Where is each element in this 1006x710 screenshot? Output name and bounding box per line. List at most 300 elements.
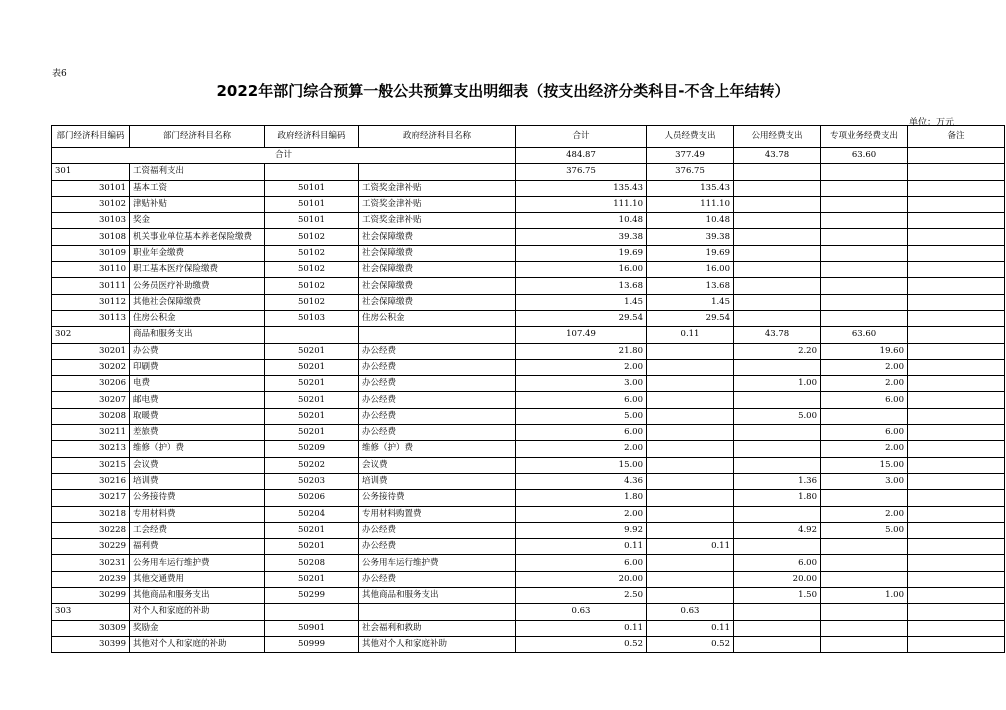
table-row [52, 490, 1005, 506]
table-row [52, 196, 1005, 212]
special-cell: 63.60 [821, 327, 908, 343]
table-row [52, 213, 1005, 229]
total-remarks [908, 148, 1005, 164]
table-row [52, 620, 1005, 636]
remarks-cell [908, 473, 1005, 489]
special-cell: 1.00 [821, 588, 908, 604]
dept-name-cell: 基本工资 [130, 180, 265, 196]
total-cell: 10.48 [516, 213, 647, 229]
special-cell: 2.00 [821, 441, 908, 457]
total-cell: 19.69 [516, 245, 647, 261]
total-row [52, 148, 1005, 164]
gov-name-cell: 其他商品和服务支出 [359, 588, 516, 604]
public-cell: 6.00 [734, 555, 821, 571]
group-row [52, 327, 1005, 343]
gov-code-cell: 50202 [265, 457, 359, 473]
gov-name-cell: 办公经费 [359, 522, 516, 538]
total-cell: 5.00 [516, 408, 647, 424]
public-cell: 1.36 [734, 473, 821, 489]
dept-code-cell: 301 [52, 164, 130, 180]
table-row [52, 278, 1005, 294]
gov-code-cell: 50201 [265, 376, 359, 392]
dept-code-cell: 30309 [52, 620, 130, 636]
gov-code-cell: 50201 [265, 425, 359, 441]
gov-name-cell: 工资奖金津补贴 [359, 213, 516, 229]
table-row [52, 636, 1005, 652]
remarks-cell [908, 278, 1005, 294]
table-row [52, 262, 1005, 278]
total-cell: 39.38 [516, 229, 647, 245]
gov-code-cell [265, 604, 359, 620]
remarks-cell [908, 636, 1005, 652]
public-cell [734, 539, 821, 555]
remarks-cell [908, 164, 1005, 180]
gov-code-cell [265, 327, 359, 343]
remarks-cell [908, 180, 1005, 196]
public-cell: 1.00 [734, 376, 821, 392]
personnel-cell: 0.63 [647, 604, 734, 620]
total-label: 合计 [52, 148, 516, 164]
gov-name-cell: 公务用车运行维护费 [359, 555, 516, 571]
gov-code-cell: 50201 [265, 571, 359, 587]
total-cell: 111.10 [516, 196, 647, 212]
remarks-cell [908, 376, 1005, 392]
total-cell: 376.75 [516, 164, 647, 180]
total-cell: 16.00 [516, 262, 647, 278]
personnel-cell: 16.00 [647, 262, 734, 278]
special-cell [821, 196, 908, 212]
total-cell: 3.00 [516, 376, 647, 392]
special-cell [821, 571, 908, 587]
special-cell [821, 164, 908, 180]
dept-name-cell: 福利费 [130, 539, 265, 555]
gov-name-cell: 公务接待费 [359, 490, 516, 506]
special-cell [821, 278, 908, 294]
dept-name-cell: 邮电费 [130, 392, 265, 408]
table-row [52, 180, 1005, 196]
public-cell [734, 294, 821, 310]
dept-code-cell: 303 [52, 604, 130, 620]
table-number: 表6 [52, 69, 67, 79]
personnel-cell: 0.11 [647, 539, 734, 555]
total-cell: 13.68 [516, 278, 647, 294]
header-dept-name: 部门经济科目名称 [130, 126, 265, 148]
personnel-cell [647, 588, 734, 604]
special-cell [821, 294, 908, 310]
personnel-cell [647, 473, 734, 489]
dept-name-cell: 会议费 [130, 457, 265, 473]
public-cell [734, 457, 821, 473]
special-cell: 6.00 [821, 425, 908, 441]
public-cell [734, 392, 821, 408]
dept-name-cell: 专用材料费 [130, 506, 265, 522]
dept-name-cell: 其他商品和服务支出 [130, 588, 265, 604]
dept-name-cell: 其他交通费用 [130, 571, 265, 587]
table-row [52, 392, 1005, 408]
remarks-cell [908, 213, 1005, 229]
dept-code-cell: 30213 [52, 441, 130, 457]
public-cell [734, 180, 821, 196]
personnel-cell [647, 425, 734, 441]
dept-name-cell: 职业年金缴费 [130, 245, 265, 261]
gov-code-cell: 50201 [265, 392, 359, 408]
gov-name-cell [359, 327, 516, 343]
gov-name-cell: 社会福利和救助 [359, 620, 516, 636]
dept-code-cell: 30111 [52, 278, 130, 294]
dept-code-cell: 30211 [52, 425, 130, 441]
gov-name-cell: 办公经费 [359, 408, 516, 424]
total-cell: 4.36 [516, 473, 647, 489]
table-row [52, 294, 1005, 310]
dept-name-cell: 其他对个人和家庭的补助 [130, 636, 265, 652]
expenditure-table [51, 125, 1005, 653]
dept-code-cell: 302 [52, 327, 130, 343]
public-cell: 4.92 [734, 522, 821, 538]
total-cell: 0.11 [516, 620, 647, 636]
gov-code-cell: 50206 [265, 490, 359, 506]
special-cell: 5.00 [821, 522, 908, 538]
total-cell: 2.00 [516, 441, 647, 457]
gov-code-cell: 50999 [265, 636, 359, 652]
total-cell: 0.63 [516, 604, 647, 620]
header-total: 合计 [516, 126, 647, 148]
dept-name-cell: 奖励金 [130, 620, 265, 636]
gov-name-cell [359, 164, 516, 180]
remarks-cell [908, 588, 1005, 604]
remarks-cell [908, 294, 1005, 310]
gov-code-cell: 50101 [265, 180, 359, 196]
public-cell [734, 310, 821, 326]
dept-name-cell: 差旅费 [130, 425, 265, 441]
personnel-cell [647, 490, 734, 506]
personnel-cell: 0.11 [647, 620, 734, 636]
gov-code-cell: 50299 [265, 588, 359, 604]
table-row [52, 473, 1005, 489]
remarks-cell [908, 506, 1005, 522]
gov-code-cell: 50102 [265, 294, 359, 310]
gov-name-cell: 办公经费 [359, 376, 516, 392]
gov-code-cell: 50102 [265, 229, 359, 245]
dept-code-cell: 30217 [52, 490, 130, 506]
personnel-cell: 39.38 [647, 229, 734, 245]
personnel-cell: 0.11 [647, 327, 734, 343]
dept-code-cell: 30206 [52, 376, 130, 392]
special-cell: 2.00 [821, 506, 908, 522]
total-personnel: 377.49 [647, 148, 734, 164]
special-cell [821, 636, 908, 652]
table-row [52, 359, 1005, 375]
dept-code-cell: 30218 [52, 506, 130, 522]
dept-name-cell: 机关事业单位基本养老保险缴费 [130, 229, 265, 245]
total-cell: 6.00 [516, 425, 647, 441]
gov-name-cell: 培训费 [359, 473, 516, 489]
personnel-cell: 0.52 [647, 636, 734, 652]
public-cell [734, 278, 821, 294]
table-row [52, 425, 1005, 441]
public-cell: 2.20 [734, 343, 821, 359]
dept-name-cell: 津贴补贴 [130, 196, 265, 212]
total-cell: 15.00 [516, 457, 647, 473]
gov-code-cell: 50201 [265, 539, 359, 555]
special-cell [821, 490, 908, 506]
dept-code-cell: 30112 [52, 294, 130, 310]
remarks-cell [908, 229, 1005, 245]
personnel-cell: 13.68 [647, 278, 734, 294]
gov-code-cell: 50101 [265, 213, 359, 229]
dept-name-cell: 公务接待费 [130, 490, 265, 506]
gov-code-cell: 50203 [265, 473, 359, 489]
gov-name-cell: 维修（护）费 [359, 441, 516, 457]
dept-code-cell: 30103 [52, 213, 130, 229]
dept-code-cell: 30216 [52, 473, 130, 489]
gov-code-cell: 50101 [265, 196, 359, 212]
table-row [52, 522, 1005, 538]
special-cell: 3.00 [821, 473, 908, 489]
gov-name-cell: 办公经费 [359, 539, 516, 555]
personnel-cell: 1.45 [647, 294, 734, 310]
remarks-cell [908, 262, 1005, 278]
group-row [52, 164, 1005, 180]
dept-name-cell: 办公费 [130, 343, 265, 359]
dept-name-cell: 工资福利支出 [130, 164, 265, 180]
header-remarks: 备注 [908, 126, 1005, 148]
total-cell: 2.00 [516, 359, 647, 375]
dept-name-cell: 奖金 [130, 213, 265, 229]
dept-code-cell: 30108 [52, 229, 130, 245]
gov-name-cell: 工资奖金津补贴 [359, 196, 516, 212]
gov-name-cell: 会议费 [359, 457, 516, 473]
personnel-cell [647, 506, 734, 522]
dept-name-cell: 住房公积金 [130, 310, 265, 326]
dept-name-cell: 对个人和家庭的补助 [130, 604, 265, 620]
header-gov-name: 政府经济科目名称 [359, 126, 516, 148]
gov-name-cell [359, 604, 516, 620]
dept-name-cell: 公务员医疗补助缴费 [130, 278, 265, 294]
gov-name-cell: 社会保障缴费 [359, 229, 516, 245]
gov-name-cell: 办公经费 [359, 425, 516, 441]
dept-code-cell: 30228 [52, 522, 130, 538]
personnel-cell [647, 522, 734, 538]
personnel-cell [647, 555, 734, 571]
total-cell: 21.80 [516, 343, 647, 359]
special-cell: 19.60 [821, 343, 908, 359]
table-row [52, 571, 1005, 587]
public-cell [734, 620, 821, 636]
personnel-cell [647, 441, 734, 457]
personnel-cell: 376.75 [647, 164, 734, 180]
table-row [52, 310, 1005, 326]
gov-code-cell: 50201 [265, 359, 359, 375]
remarks-cell [908, 604, 1005, 620]
gov-code-cell: 50201 [265, 343, 359, 359]
public-cell [734, 441, 821, 457]
dept-code-cell: 20239 [52, 571, 130, 587]
gov-code-cell: 50208 [265, 555, 359, 571]
dept-code-cell: 30201 [52, 343, 130, 359]
remarks-cell [908, 490, 1005, 506]
gov-code-cell: 50201 [265, 522, 359, 538]
remarks-cell [908, 620, 1005, 636]
public-cell: 1.80 [734, 490, 821, 506]
header-dept-code: 部门经济科目编码 [52, 126, 130, 148]
personnel-cell: 135.43 [647, 180, 734, 196]
dept-name-cell: 维修（护）费 [130, 441, 265, 457]
public-cell: 5.00 [734, 408, 821, 424]
dept-name-cell: 商品和服务支出 [130, 327, 265, 343]
public-cell [734, 213, 821, 229]
table-row [52, 245, 1005, 261]
dept-code-cell: 30101 [52, 180, 130, 196]
total-public: 43.78 [734, 148, 821, 164]
remarks-cell [908, 359, 1005, 375]
gov-name-cell: 专用材料购置费 [359, 506, 516, 522]
dept-code-cell: 30202 [52, 359, 130, 375]
table-row [52, 376, 1005, 392]
total-cell: 0.52 [516, 636, 647, 652]
personnel-cell [647, 392, 734, 408]
special-cell [821, 604, 908, 620]
gov-code-cell: 50901 [265, 620, 359, 636]
gov-code-cell: 50201 [265, 408, 359, 424]
total-cell: 2.00 [516, 506, 647, 522]
public-cell [734, 604, 821, 620]
table-row [52, 441, 1005, 457]
table-row [52, 555, 1005, 571]
personnel-cell: 10.48 [647, 213, 734, 229]
personnel-cell: 29.54 [647, 310, 734, 326]
public-cell [734, 359, 821, 375]
special-cell [821, 539, 908, 555]
special-cell: 2.00 [821, 376, 908, 392]
header-personnel: 人员经费支出 [647, 126, 734, 148]
special-cell [821, 245, 908, 261]
table-row [52, 343, 1005, 359]
remarks-cell [908, 555, 1005, 571]
remarks-cell [908, 539, 1005, 555]
special-cell [821, 555, 908, 571]
personnel-cell: 111.10 [647, 196, 734, 212]
page-title: 2022年部门综合预算一般公共预算支出明细表（按支出经济分类科目-不含上年结转） [216, 82, 790, 100]
public-cell [734, 262, 821, 278]
dept-code-cell: 30207 [52, 392, 130, 408]
gov-code-cell: 50209 [265, 441, 359, 457]
total-cell: 29.54 [516, 310, 647, 326]
remarks-cell [908, 310, 1005, 326]
dept-code-cell: 30299 [52, 588, 130, 604]
special-cell [821, 408, 908, 424]
total-sum: 484.87 [516, 148, 647, 164]
gov-code-cell [265, 164, 359, 180]
special-cell [821, 229, 908, 245]
total-cell: 135.43 [516, 180, 647, 196]
dept-code-cell: 30102 [52, 196, 130, 212]
gov-name-cell: 社会保障缴费 [359, 278, 516, 294]
remarks-cell [908, 245, 1005, 261]
total-special: 63.60 [821, 148, 908, 164]
personnel-cell [647, 376, 734, 392]
total-cell: 2.50 [516, 588, 647, 604]
dept-code-cell: 30229 [52, 539, 130, 555]
total-cell: 1.80 [516, 490, 647, 506]
public-cell: 1.50 [734, 588, 821, 604]
special-cell [821, 180, 908, 196]
public-cell [734, 229, 821, 245]
header-public: 公用经费支出 [734, 126, 821, 148]
header-row [52, 126, 1005, 148]
gov-name-cell: 办公经费 [359, 571, 516, 587]
header-gov-code: 政府经济科目编码 [265, 126, 359, 148]
personnel-cell [647, 571, 734, 587]
special-cell: 2.00 [821, 359, 908, 375]
gov-code-cell: 50102 [265, 278, 359, 294]
header-special: 专项业务经费支出 [821, 126, 908, 148]
gov-code-cell: 50103 [265, 310, 359, 326]
dept-name-cell: 公务用车运行维护费 [130, 555, 265, 571]
dept-name-cell: 取暖费 [130, 408, 265, 424]
personnel-cell [647, 359, 734, 375]
special-cell [821, 620, 908, 636]
unit-label: 单位：万元 [908, 118, 954, 128]
remarks-cell [908, 196, 1005, 212]
dept-code-cell: 30231 [52, 555, 130, 571]
gov-name-cell: 社会保障缴费 [359, 245, 516, 261]
public-cell [734, 425, 821, 441]
remarks-cell [908, 571, 1005, 587]
dept-code-cell: 30109 [52, 245, 130, 261]
special-cell [821, 262, 908, 278]
remarks-cell [908, 343, 1005, 359]
gov-name-cell: 办公经费 [359, 343, 516, 359]
dept-name-cell: 其他社会保障缴费 [130, 294, 265, 310]
dept-name-cell: 职工基本医疗保险缴费 [130, 262, 265, 278]
table-row [52, 408, 1005, 424]
gov-code-cell: 50102 [265, 262, 359, 278]
table-row [52, 588, 1005, 604]
remarks-cell [908, 408, 1005, 424]
dept-name-cell: 电费 [130, 376, 265, 392]
gov-name-cell: 工资奖金津补贴 [359, 180, 516, 196]
special-cell: 6.00 [821, 392, 908, 408]
total-cell: 107.49 [516, 327, 647, 343]
remarks-cell [908, 425, 1005, 441]
personnel-cell [647, 457, 734, 473]
personnel-cell [647, 343, 734, 359]
dept-name-cell: 工会经费 [130, 522, 265, 538]
personnel-cell: 19.69 [647, 245, 734, 261]
group-row [52, 604, 1005, 620]
special-cell [821, 310, 908, 326]
personnel-cell [647, 408, 734, 424]
dept-name-cell: 印刷费 [130, 359, 265, 375]
gov-code-cell: 50204 [265, 506, 359, 522]
special-cell [821, 213, 908, 229]
table-row [52, 506, 1005, 522]
public-cell [734, 245, 821, 261]
total-cell: 0.11 [516, 539, 647, 555]
total-cell: 6.00 [516, 392, 647, 408]
dept-code-cell: 30110 [52, 262, 130, 278]
gov-name-cell: 社会保障缴费 [359, 262, 516, 278]
public-cell [734, 164, 821, 180]
remarks-cell [908, 441, 1005, 457]
dept-code-cell: 30399 [52, 636, 130, 652]
public-cell [734, 196, 821, 212]
remarks-cell [908, 392, 1005, 408]
gov-name-cell: 社会保障缴费 [359, 294, 516, 310]
public-cell [734, 636, 821, 652]
gov-name-cell: 办公经费 [359, 392, 516, 408]
gov-name-cell: 其他对个人和家庭补助 [359, 636, 516, 652]
